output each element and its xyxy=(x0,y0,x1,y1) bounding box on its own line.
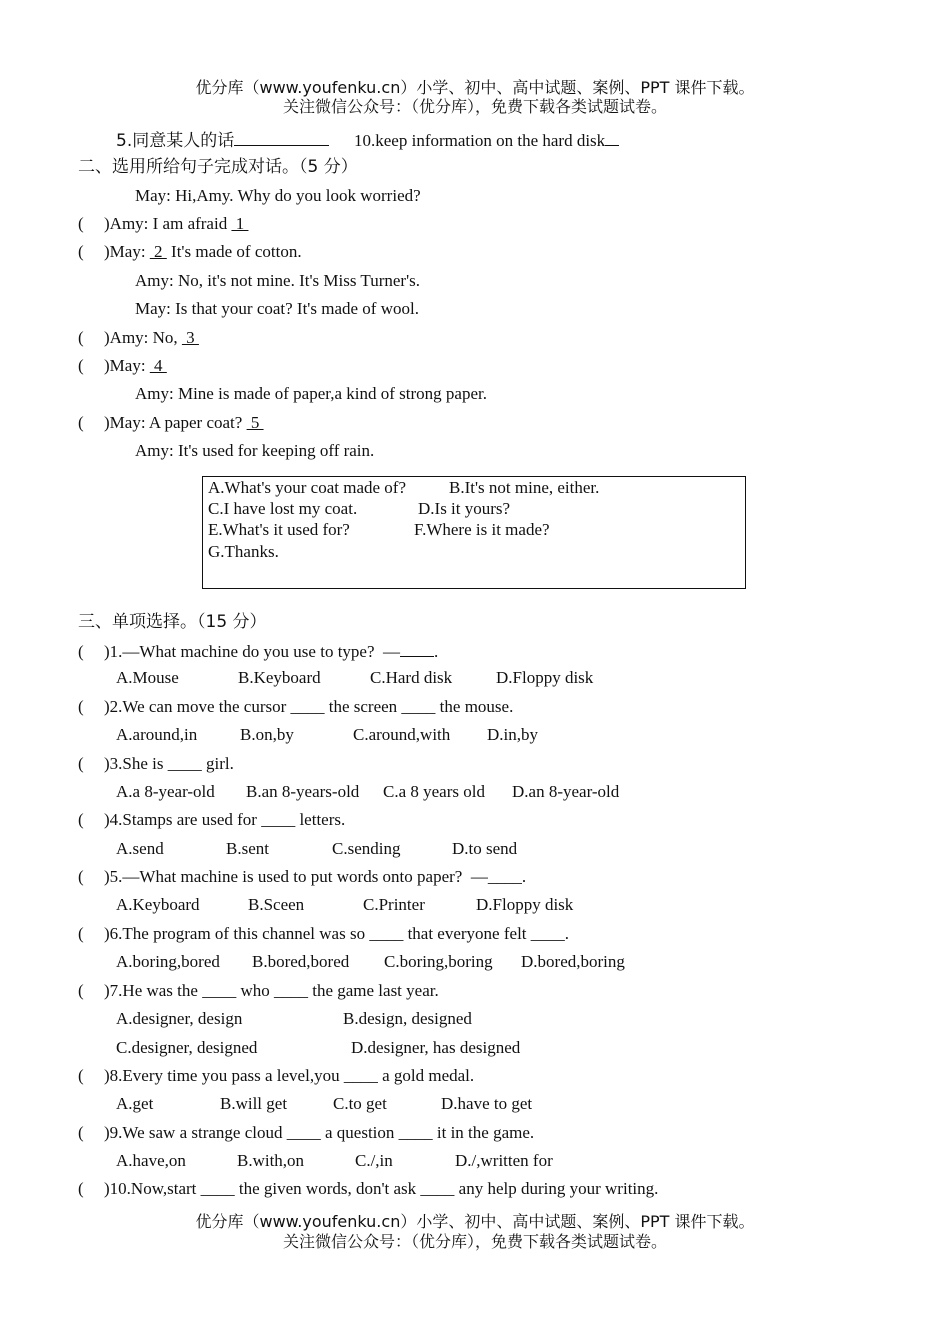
q4-option: B.sent xyxy=(226,839,269,858)
q9-option: C./,in xyxy=(355,1151,393,1170)
q6-option: D.bored,boring xyxy=(521,952,625,971)
q4-option: C.sending xyxy=(332,839,401,858)
question-1: ( )1.—What machine do you use to type? — . xyxy=(78,639,438,663)
q4-option: A.send xyxy=(116,839,164,858)
question-5: ( )5.—What machine is used to put words onto paper? —____. xyxy=(78,867,527,886)
dialogue-line-blank-2: ( )May: 2 It's made of cotton. xyxy=(78,242,302,261)
option-b: B.It's not mine, either. xyxy=(449,478,600,497)
blank-2: 2 xyxy=(149,242,167,261)
q2-option: D.in,by xyxy=(487,725,538,744)
footer-line-1: 优分库（www.youfenku.cn）小学、初中、高中试题、案例、PPT 课件下载。 xyxy=(195,1212,755,1231)
dialogue-line: May: Hi,Amy. Why do you look worried? xyxy=(135,186,421,205)
dialogue-line: Amy: It's used for keeping off rain. xyxy=(135,441,375,460)
q5-option: C.Printer xyxy=(363,895,425,914)
q3-option: B.an 8-years-old xyxy=(246,782,360,801)
q2-option: C.around,with xyxy=(353,725,451,744)
question-7: ( )7.He was the ____ who ____ the game last year. xyxy=(78,981,439,1000)
dialogue-line-blank-5: ( )May: A paper coat? 5 xyxy=(78,413,264,432)
q8-option: B.will get xyxy=(220,1094,288,1113)
question-9: ( )9.We saw a strange cloud ____ a question ____ it in the game. xyxy=(78,1123,535,1142)
option-c: C.I have lost my coat. xyxy=(208,499,358,518)
q6-option: A.boring,bored xyxy=(116,952,220,971)
dialogue-line: May: Is that your coat? It's made of wool. xyxy=(135,299,419,318)
q9-option: B.with,on xyxy=(237,1151,305,1170)
q1-option: C.Hard disk xyxy=(370,668,453,687)
q2-option: A.around,in xyxy=(116,725,198,744)
blank-3: 3 xyxy=(181,328,199,347)
footer-line-2: 关注微信公众号：（优分库），免费下载各类试题试卷。 xyxy=(282,1232,667,1251)
q1-option: A.Mouse xyxy=(116,668,179,687)
section-3-title: 三、单项选择。（15 分） xyxy=(78,612,267,632)
question-8: ( )8.Every time you pass a level,you ____ a gold medal. xyxy=(78,1066,475,1085)
q7-option: A.designer, design xyxy=(116,1009,243,1028)
dialogue-line: Amy: No, it's not mine. It's Miss Turner's. xyxy=(135,271,420,290)
dialogue-line-blank-1: ( )Amy: I am afraid 1 xyxy=(78,214,249,233)
q4-option: D.to send xyxy=(452,839,518,858)
dialogue-line: Amy: Mine is made of paper,a kind of strong paper. xyxy=(135,384,487,403)
q8-option: C.to get xyxy=(333,1094,387,1113)
vocab-item-5: 5.同意某人的话 xyxy=(116,128,329,152)
q3-option: A.a 8-year-old xyxy=(116,782,215,801)
option-g: G.Thanks. xyxy=(208,542,279,561)
q3-option: D.an 8-year-old xyxy=(512,782,620,801)
q6-option: B.bored,bored xyxy=(252,952,350,971)
vocab-item-10: 10.keep information on the hard disk xyxy=(354,128,619,152)
q7-option: B.design, designed xyxy=(343,1009,472,1028)
header-line-1: 优分库（www.youfenku.cn）小学、初中、高中试题、案例、PPT 课件下载。 xyxy=(195,78,755,97)
blank-1: 1 xyxy=(231,214,249,233)
q8-option: D.have to get xyxy=(441,1094,533,1113)
question-3: ( )3.She is ____ girl. xyxy=(78,754,234,773)
section-2-title: 二、选用所给句子完成对话。（5 分） xyxy=(78,157,358,177)
q5-option: B.Sceen xyxy=(248,895,305,914)
question-2: ( )2.We can move the cursor ____ the screen ____ the mouse. xyxy=(78,697,514,716)
q6-option: C.boring,boring xyxy=(384,952,493,971)
q5-option: D.Floppy disk xyxy=(476,895,574,914)
option-d: D.Is it yours? xyxy=(418,499,511,518)
q7-option: D.designer, has designed xyxy=(351,1038,521,1057)
q5-option: A.Keyboard xyxy=(116,895,200,914)
question-6: ( )6.The program of this channel was so ____ that everyone felt ____. xyxy=(78,924,570,943)
blank-5: 5 xyxy=(246,413,264,432)
dialogue-line-blank-4: ( )May: 4 xyxy=(78,356,167,375)
q2-option: B.on,by xyxy=(240,725,294,744)
q1-option: D.Floppy disk xyxy=(496,668,594,687)
option-f: F.Where is it made? xyxy=(414,520,550,539)
option-e: E.What's it used for? xyxy=(208,520,350,539)
q9-option: A.have,on xyxy=(116,1151,186,1170)
q8-option: A.get xyxy=(116,1094,154,1113)
header-line-2: 关注微信公众号：（优分库），免费下载各类试题试卷。 xyxy=(282,97,667,116)
q3-option: C.a 8 years old xyxy=(383,782,485,801)
question-10: ( )10.Now,start ____ the given words, don't ask ____ any help during your writing. xyxy=(78,1179,659,1198)
q1-option: B.Keyboard xyxy=(238,668,321,687)
q9-option: D./,written for xyxy=(455,1151,553,1170)
option-a: A.What's your coat made of? xyxy=(208,478,407,497)
blank-4: 4 xyxy=(149,356,167,375)
question-4: ( )4.Stamps are used for ____ letters. xyxy=(78,810,346,829)
dialogue-line-blank-3: ( )Amy: No, 3 xyxy=(78,328,199,347)
q7-option: C.designer, designed xyxy=(116,1038,258,1057)
